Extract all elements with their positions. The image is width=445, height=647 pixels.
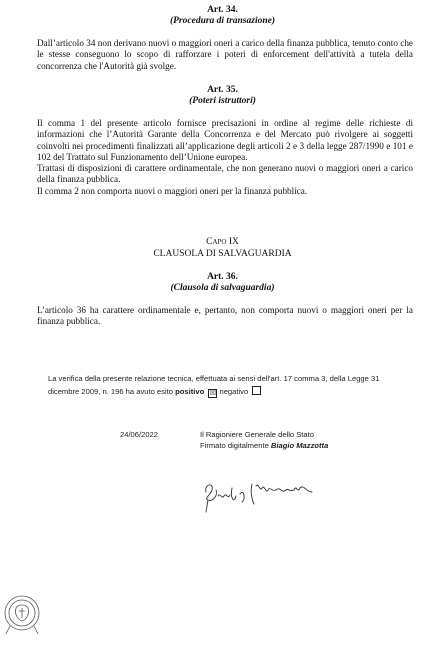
art36-paragraph: L’articolo 36 ha carattere ordinamentale e, pertanto, non comporta nuovi o maggiori oneri per la finanza pubblica. <box>37 305 413 327</box>
negative-label: negativo <box>219 387 249 396</box>
art34-paragraph: Dall’articolo 34 non derivano nuovi o maggiori oneri a carico della finanza pubblica, tenuto conto che le stesse conseguono lo scopo di rafforzare i poteri di enforcement dell'attività a tutela della concorrenza che l'Autorità già svolge. <box>37 38 413 71</box>
signer-name: Biagio Mazzotta <box>270 441 329 450</box>
verification-line-1: La verifica della presente relazione tecnica, effettuata ai sensi dell'art. 17 comma 3, della Legge 31 <box>48 374 380 383</box>
verification-role: Il Ragioniere Generale dello Stato <box>200 430 314 439</box>
art34-subtitle: (Procedura di transazione) <box>169 16 276 26</box>
signed-digitally-text: Firmato digitalmente <box>200 441 269 450</box>
art36-title: Art. 36. <box>207 272 238 282</box>
art35-paragraph-2: Trattasi di disposizioni di carattere ordinamentale, che non generano nuovi o maggiori oneri a carico della finanza pubblica. <box>37 163 413 185</box>
art34-title: Art. 34. <box>207 5 238 15</box>
verification-line-2 <box>48 386 428 398</box>
verification-outcome-text: dicembre 2009, n. 196 ha avuto esito <box>48 387 173 396</box>
art35-paragraph-3: Il comma 2 non comporta nuovi o maggiori oneri per la finanza pubblica. <box>37 186 308 196</box>
official-seal <box>2 588 42 638</box>
art35-subtitle: (Poteri istruttori) <box>189 96 256 106</box>
capo-title: CLAUSOLA DI SALVAGUARDIA <box>153 249 292 259</box>
handwritten-signature <box>200 478 320 518</box>
art35-title: Art. 35. <box>207 85 238 95</box>
art35-paragraph-1: Il comma 1 del presente articolo fornisce precisazioni in ordine al regime delle richieste di informazioni che l’Autorità Garante della Concorrenza e del Mercato può rivolgere ai soggetti coinvolti nei procedimenti finalizzati all’applicazione degli articoli 2 e 3 della legge 287/1990 e 101 e 102 del Trattato sul Funzionamento dell’Unione europea. <box>37 118 413 163</box>
positive-checkbox: ☒ <box>209 390 216 397</box>
positive-label: positivo <box>175 387 205 396</box>
verification-signed <box>200 441 420 452</box>
verification-date: 24/06/2022 <box>120 430 159 439</box>
negative-checkbox <box>252 386 261 395</box>
capo-number: Capo IX <box>206 237 239 247</box>
art36-subtitle: (Clausola di salvaguardia) <box>170 283 275 293</box>
